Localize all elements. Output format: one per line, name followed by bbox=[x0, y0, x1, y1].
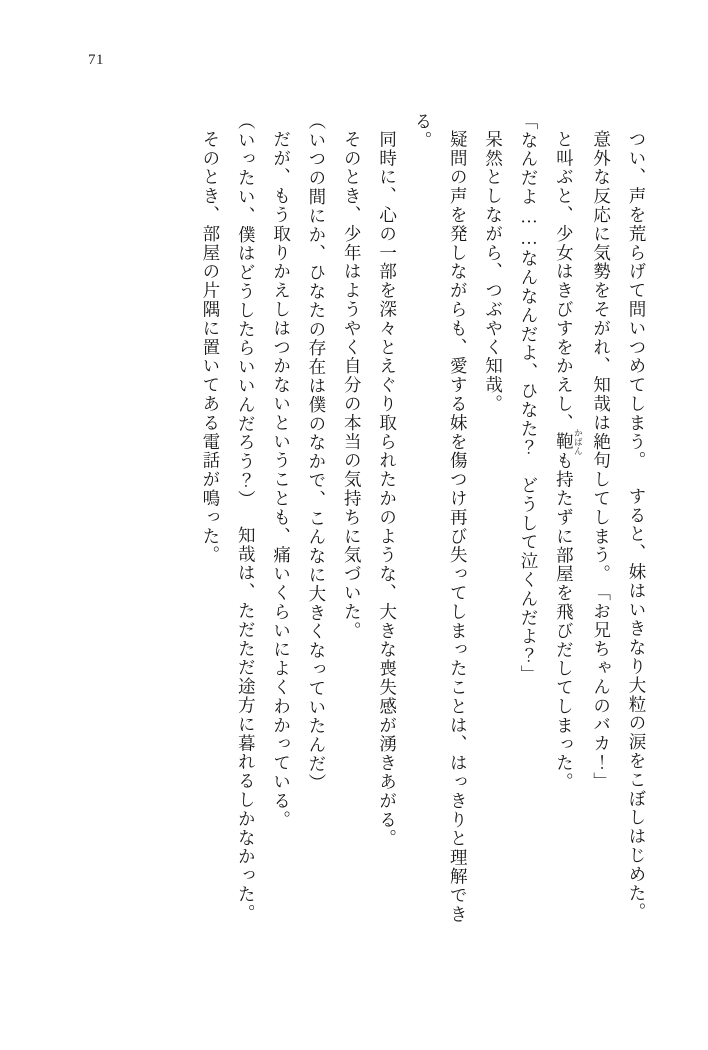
page-number: 71 bbox=[88, 52, 104, 68]
paragraph: 呆然としながら、つぶやく知哉。 bbox=[483, 129, 504, 413]
paragraph: そのとき、少年はようやく自分の本当の気持ちに気づいた。 bbox=[342, 129, 363, 640]
paragraph: 「お兄ちゃんのバカ！」 bbox=[591, 583, 612, 792]
paragraph: 意外な反応に気勢をそがれ、知哉は絶句してしまう。 bbox=[591, 129, 612, 584]
paragraph: 知哉は、ただただ途方に暮れるしかなかった。 bbox=[236, 526, 257, 924]
paragraph: 疑問の声を発しながらも、愛する妹を傷つけ再び失ってしまったことは、はっきりと理解できる。 bbox=[412, 112, 469, 924]
paragraph: （いったい、僕はどうしたらいいんだろう？） bbox=[236, 112, 257, 509]
paragraph: つい、声を荒らげて問いつめてしまう。 bbox=[627, 129, 647, 470]
paragraph: と叫ぶと、少女はきびすをかえし、鞄 かばんも持たずに部屋を飛びだしてしまった。 bbox=[554, 129, 584, 792]
paragraph: （いつの間にか、ひなたの存在は僕のなかで、こんなに大きくなっていたんだ） bbox=[306, 112, 327, 793]
paragraph: だが、もう取りかえしはつかないということも、痛いくらいによくわかっている。 bbox=[271, 129, 292, 829]
paragraph: 同時に、心の一部を深々とえぐり取られたかのような、大きな喪失感が湧きあがる。 bbox=[377, 129, 398, 848]
paragraph: 「なんだよ……なんなんだよ、ひなた？ どうして泣くんだよ？」 bbox=[518, 112, 539, 684]
paragraph: そのとき、部屋の片隅に置いてある電話が鳴った。 bbox=[200, 129, 221, 565]
body-text-block bbox=[54, 112, 654, 942]
ruby-annotation: 鞄 かばん bbox=[554, 427, 584, 455]
paragraph: すると、妹はいきなり大粒の涙をこぼしはじめた。 bbox=[627, 487, 647, 922]
